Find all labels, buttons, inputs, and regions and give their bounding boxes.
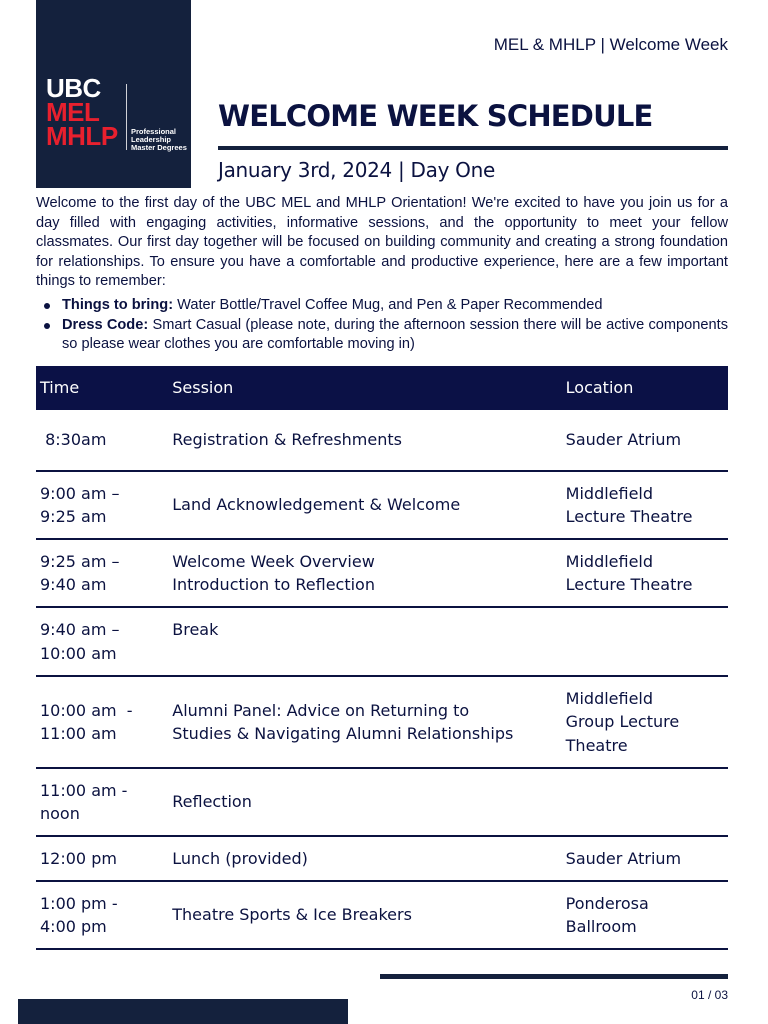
cell-location	[562, 836, 728, 881]
cell-content	[172, 608, 557, 642]
time-line: 11:00 am -	[40, 780, 128, 800]
cell-session	[168, 539, 561, 607]
logo-subtitle-line: Professional	[131, 127, 177, 136]
cell-time	[36, 410, 168, 471]
cell-location	[562, 607, 728, 676]
cell-session	[168, 836, 561, 881]
logo-subtitle-line: Leadership	[131, 135, 172, 144]
cell-session	[168, 676, 561, 768]
time-line: 4:00 pm	[40, 917, 107, 936]
cell-time	[36, 676, 168, 768]
logo-divider	[126, 84, 127, 150]
cell-location	[562, 539, 728, 607]
page-subtitle: January 3rd, 2024 | Day One	[218, 158, 496, 182]
cell-session	[168, 881, 561, 949]
logo-mhlp: MHLP	[46, 121, 118, 151]
time-line: 12:00 pm	[40, 848, 117, 868]
reminder-list	[36, 296, 728, 355]
cell-session	[168, 471, 561, 539]
session-line: Land Acknowledgement & Welcome	[172, 495, 461, 515]
cell-time	[36, 768, 168, 836]
location-line: Sauder Atrium	[565, 848, 682, 868]
logo-subtitle	[131, 128, 191, 152]
bullet-icon	[44, 323, 50, 329]
time-line: 9:40 am	[40, 575, 107, 594]
cell-location	[562, 676, 728, 768]
list-item	[36, 296, 728, 316]
table-row	[36, 607, 728, 676]
cell-location	[562, 410, 728, 471]
table-row	[36, 881, 728, 949]
time-line: 11:00 am	[40, 724, 117, 743]
header-time: Time	[36, 366, 168, 410]
location-line: Lecture Theatre	[565, 575, 693, 594]
cell-time	[36, 836, 168, 881]
logo-mel: MEL	[46, 97, 100, 127]
cell-content	[40, 608, 164, 665]
location-line: Sauder Atrium	[565, 430, 682, 450]
cell-time	[36, 607, 168, 676]
list-item-text: Smart Casual (please note, during the afternoon session there will be active components so please wear clothes you are comfortable moving in)	[62, 316, 728, 352]
footer-bar	[18, 999, 348, 1024]
table-row	[36, 676, 728, 768]
time-line: 8:30am	[45, 430, 107, 450]
intro-paragraph: Welcome to the first day of the UBC MEL and MHLP Orientation! We're excited to have you join us for a day filled with engaging activities, informative sessions, and the opportunity to meet your fellow classmates. Our first day together will be focused on building community and creating a strong foundation for relationships. To ensure you have a comfortable and productive experience, here are a few important things to remember:	[36, 195, 728, 289]
cell-time	[36, 881, 168, 949]
logo	[36, 0, 191, 188]
session-line: Lunch (provided)	[172, 848, 308, 868]
time-line: noon	[40, 804, 80, 823]
cell-location	[562, 471, 728, 539]
list-item-label: Things to bring:	[62, 297, 174, 313]
header-location: Location	[562, 366, 728, 410]
cell-session	[168, 410, 561, 471]
location-line: Ballroom	[565, 917, 637, 936]
time-line: 9:40 am –	[40, 620, 120, 639]
location-line: Group Lecture	[565, 712, 680, 732]
session-line: Theatre Sports & Ice Breakers	[172, 905, 412, 925]
time-line: 1:00 pm -	[40, 893, 118, 913]
cell-session	[168, 607, 561, 676]
table-row	[36, 471, 728, 539]
cell-time	[36, 539, 168, 607]
table-row	[36, 768, 728, 836]
time-line: 10:00 am -	[40, 700, 133, 720]
list-item	[36, 316, 728, 355]
title-divider	[218, 146, 728, 150]
location-line: Lecture Theatre	[565, 507, 693, 526]
footer-divider	[380, 974, 728, 979]
time-line: 9:00 am –	[40, 483, 120, 503]
list-item-text: Water Bottle/Travel Coffee Mug, and Pen & Paper Recommended	[173, 297, 603, 313]
cell-location	[562, 881, 728, 949]
session-line: Alumni Panel: Advice on Returning to	[172, 700, 470, 720]
page-number: 01 / 03	[691, 988, 728, 1002]
logo-subtitle-line: Master Degrees	[131, 143, 187, 152]
time-line: 9:25 am –	[40, 551, 120, 571]
session-line: Studies & Navigating Alumni Relationships	[172, 724, 514, 743]
session-line: Welcome Week Overview	[172, 551, 375, 571]
logo-ubc: UBC	[46, 73, 101, 103]
table-row	[36, 410, 728, 471]
session-line: Reflection	[172, 792, 252, 812]
location-line: Ponderosa	[565, 893, 649, 913]
schedule-table	[36, 366, 728, 950]
cell-time	[36, 471, 168, 539]
table-row	[36, 539, 728, 607]
header-session: Session	[168, 366, 561, 410]
location-line: Middlefield	[565, 551, 654, 571]
table-row	[36, 836, 728, 881]
location-line: Middlefield	[565, 483, 654, 503]
page-title: WELCOME WEEK SCHEDULE	[218, 99, 653, 133]
table-header-row	[36, 366, 728, 410]
location-line: Theatre	[565, 735, 628, 755]
list-item-label: Dress Code:	[62, 316, 149, 333]
session-line: Registration & Refreshments	[172, 430, 402, 450]
cell-session	[168, 768, 561, 836]
time-line: 10:00 am	[40, 643, 117, 663]
cell-location	[562, 768, 728, 836]
bullet-icon	[44, 303, 50, 309]
session-line: Break	[172, 620, 219, 639]
location-line: Middlefield	[565, 688, 654, 708]
header-label: MEL & MHLP | Welcome Week	[493, 35, 728, 54]
time-line: 9:25 am	[40, 507, 107, 526]
session-line: Introduction to Reflection	[172, 575, 375, 594]
